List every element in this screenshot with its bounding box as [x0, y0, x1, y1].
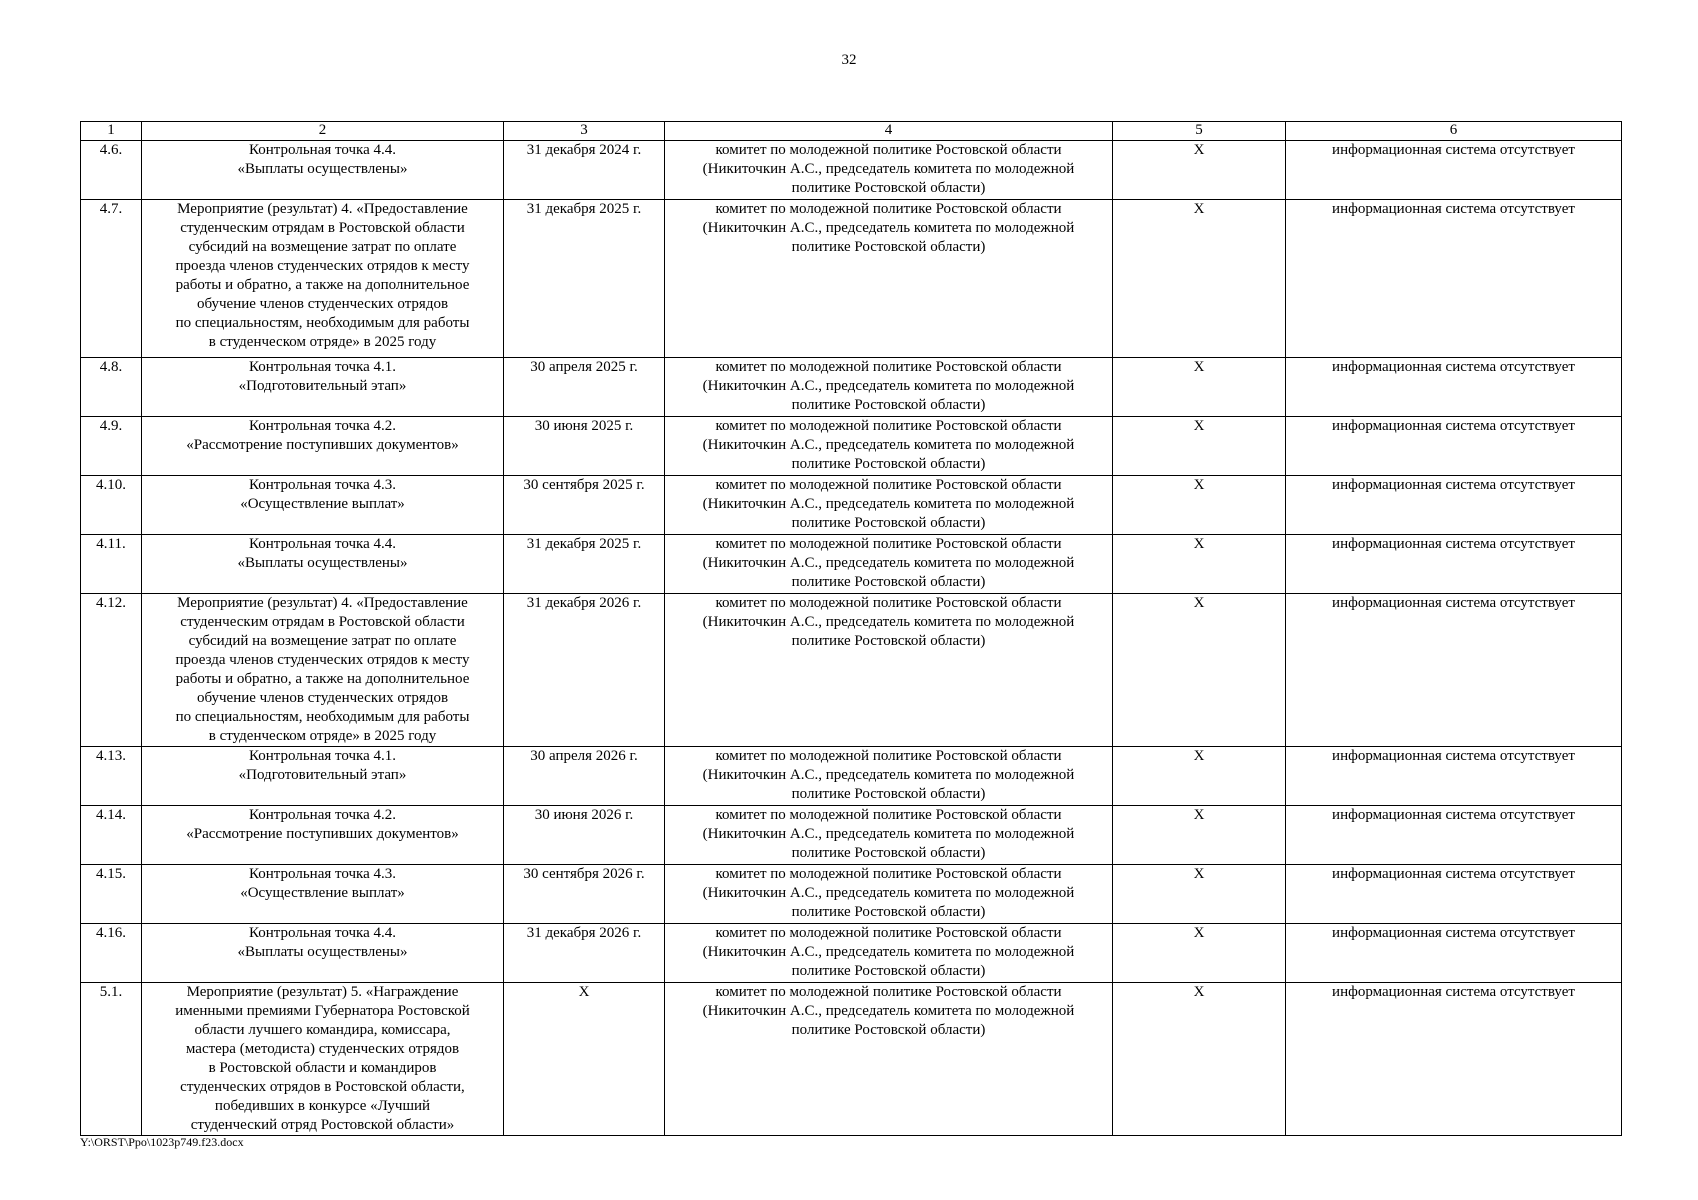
row-number-cell: 4.12.	[81, 594, 142, 747]
information-system-cell: информационная система отсутствует	[1286, 747, 1622, 806]
row-number-cell: 5.1.	[81, 983, 142, 1136]
deadline-date-cell: 30 апреля 2026 г.	[504, 747, 665, 806]
event-name-cell: Контрольная точка 4.3. «Осуществление выплат»	[142, 476, 504, 535]
table-row	[81, 535, 1622, 594]
header-cell: 6	[1286, 122, 1622, 141]
row-number-cell: 4.9.	[81, 417, 142, 476]
responsible-executor-cell: комитет по молодежной политике Ростовской области (Никиточкин А.С., председатель комитета по молодежной политике Ростовской области)	[665, 983, 1113, 1136]
responsible-executor-cell: комитет по молодежной политике Ростовской области (Никиточкин А.С., председатель комитета по молодежной политике Ростовской области)	[665, 594, 1113, 747]
responsible-executor-cell: комитет по молодежной политике Ростовской области (Никиточкин А.С., председатель комитета по молодежной политике Ростовской области)	[665, 141, 1113, 200]
table-row	[81, 924, 1622, 983]
column-5-mark-cell: X	[1113, 594, 1286, 747]
column-5-mark-cell: X	[1113, 747, 1286, 806]
column-5-mark-cell: X	[1113, 535, 1286, 594]
column-5-mark-cell: X	[1113, 141, 1286, 200]
deadline-date-cell: 31 декабря 2026 г.	[504, 594, 665, 747]
table-row	[81, 141, 1622, 200]
file-path-footer: Y:\ORST\Ppo\1023p749.f23.docx	[80, 1135, 244, 1149]
row-number-cell: 4.15.	[81, 865, 142, 924]
event-name-cell: Мероприятие (результат) 4. «Предоставление студенческим отрядам в Ростовской области субсидий на возмещение затрат по оплате проезда членов студенческих отрядов к месту работы и обратно, а также на дополнительное обучение членов студенческих отрядов по специальностям, необходимым для работы в студенческом отряде» в 2025 году	[142, 200, 504, 358]
row-number-cell: 4.16.	[81, 924, 142, 983]
header-cell: 4	[665, 122, 1113, 141]
responsible-executor-cell: комитет по молодежной политике Ростовской области (Никиточкин А.С., председатель комитета по молодежной политике Ростовской области)	[665, 535, 1113, 594]
deadline-date-cell: 30 июня 2026 г.	[504, 806, 665, 865]
column-5-mark-cell: X	[1113, 924, 1286, 983]
event-name-cell: Контрольная точка 4.2. «Рассмотрение поступивших документов»	[142, 417, 504, 476]
deadline-date-cell: 31 декабря 2025 г.	[504, 200, 665, 358]
row-number-cell: 4.10.	[81, 476, 142, 535]
column-5-mark-cell: X	[1113, 806, 1286, 865]
table-body	[81, 122, 1622, 1136]
column-5-mark-cell: X	[1113, 200, 1286, 358]
row-number-cell: 4.7.	[81, 200, 142, 358]
information-system-cell: информационная система отсутствует	[1286, 200, 1622, 358]
header-cell: 3	[504, 122, 665, 141]
table-row	[81, 417, 1622, 476]
table-header-row	[81, 122, 1622, 141]
deadline-date-cell: 31 декабря 2024 г.	[504, 141, 665, 200]
row-number-cell: 4.14.	[81, 806, 142, 865]
information-system-cell: информационная система отсутствует	[1286, 358, 1622, 417]
table-row	[81, 865, 1622, 924]
deadline-date-cell: 31 декабря 2026 г.	[504, 924, 665, 983]
row-number-cell: 4.6.	[81, 141, 142, 200]
column-5-mark-cell: X	[1113, 865, 1286, 924]
event-name-cell: Контрольная точка 4.1. «Подготовительный этап»	[142, 358, 504, 417]
table-row	[81, 747, 1622, 806]
column-5-mark-cell: X	[1113, 358, 1286, 417]
information-system-cell: информационная система отсутствует	[1286, 983, 1622, 1136]
deadline-date-cell: 31 декабря 2025 г.	[504, 535, 665, 594]
deadline-date-cell: 30 сентября 2026 г.	[504, 865, 665, 924]
responsible-executor-cell: комитет по молодежной политике Ростовской области (Никиточкин А.С., председатель комитета по молодежной политике Ростовской области)	[665, 476, 1113, 535]
responsible-executor-cell: комитет по молодежной политике Ростовской области (Никиточкин А.С., председатель комитета по молодежной политике Ростовской области)	[665, 200, 1113, 358]
event-name-cell: Контрольная точка 4.4. «Выплаты осуществлены»	[142, 141, 504, 200]
information-system-cell: информационная система отсутствует	[1286, 806, 1622, 865]
row-number-cell: 4.11.	[81, 535, 142, 594]
event-name-cell: Контрольная точка 4.4. «Выплаты осуществлены»	[142, 535, 504, 594]
event-name-cell: Контрольная точка 4.3. «Осуществление выплат»	[142, 865, 504, 924]
event-name-cell: Контрольная точка 4.4. «Выплаты осуществлены»	[142, 924, 504, 983]
control-points-table	[80, 121, 1622, 1136]
table-row	[81, 358, 1622, 417]
responsible-executor-cell: комитет по молодежной политике Ростовской области (Никиточкин А.С., председатель комитета по молодежной политике Ростовской области)	[665, 747, 1113, 806]
information-system-cell: информационная система отсутствует	[1286, 594, 1622, 747]
information-system-cell: информационная система отсутствует	[1286, 535, 1622, 594]
information-system-cell: информационная система отсутствует	[1286, 417, 1622, 476]
table-row	[81, 200, 1622, 358]
event-name-cell: Мероприятие (результат) 5. «Награждение именными премиями Губернатора Ростовской области лучшего командира, комиссара, мастера (методиста) студенческих отрядов в Ростовской области и командиров студенческих отрядов в Ростовской области, победивших в конкурсе «Лучший студенческий отряд Ростовской области»	[142, 983, 504, 1136]
information-system-cell: информационная система отсутствует	[1286, 141, 1622, 200]
information-system-cell: информационная система отсутствует	[1286, 865, 1622, 924]
responsible-executor-cell: комитет по молодежной политике Ростовской области (Никиточкин А.С., председатель комитета по молодежной политике Ростовской области)	[665, 417, 1113, 476]
table-row	[81, 594, 1622, 747]
header-cell: 2	[142, 122, 504, 141]
table-row	[81, 806, 1622, 865]
information-system-cell: информационная система отсутствует	[1286, 924, 1622, 983]
responsible-executor-cell: комитет по молодежной политике Ростовской области (Никиточкин А.С., председатель комитета по молодежной политике Ростовской области)	[665, 806, 1113, 865]
deadline-date-cell: 30 сентября 2025 г.	[504, 476, 665, 535]
column-5-mark-cell: X	[1113, 476, 1286, 535]
event-name-cell: Контрольная точка 4.2. «Рассмотрение поступивших документов»	[142, 806, 504, 865]
page-number: 32	[841, 52, 857, 68]
responsible-executor-cell: комитет по молодежной политике Ростовской области (Никиточкин А.С., председатель комитета по молодежной политике Ростовской области)	[665, 924, 1113, 983]
header-cell: 1	[81, 122, 142, 141]
table-row	[81, 476, 1622, 535]
responsible-executor-cell: комитет по молодежной политике Ростовской области (Никиточкин А.С., председатель комитета по молодежной политике Ростовской области)	[665, 865, 1113, 924]
row-number-cell: 4.13.	[81, 747, 142, 806]
event-name-cell: Контрольная точка 4.1. «Подготовительный этап»	[142, 747, 504, 806]
information-system-cell: информационная система отсутствует	[1286, 476, 1622, 535]
event-name-cell: Мероприятие (результат) 4. «Предоставление студенческим отрядам в Ростовской области субсидий на возмещение затрат по оплате проезда членов студенческих отрядов к месту работы и обратно, а также на дополнительное обучение членов студенческих отрядов по специальностям, необходимым для работы в студенческом отряде» в 2025 году	[142, 594, 504, 747]
header-cell: 5	[1113, 122, 1286, 141]
column-5-mark-cell: X	[1113, 417, 1286, 476]
table-row	[81, 983, 1622, 1136]
row-number-cell: 4.8.	[81, 358, 142, 417]
deadline-date-cell: 30 апреля 2025 г.	[504, 358, 665, 417]
column-5-mark-cell: X	[1113, 983, 1286, 1136]
deadline-date-cell: X	[504, 983, 665, 1136]
deadline-date-cell: 30 июня 2025 г.	[504, 417, 665, 476]
responsible-executor-cell: комитет по молодежной политике Ростовской области (Никиточкин А.С., председатель комитета по молодежной политике Ростовской области)	[665, 358, 1113, 417]
